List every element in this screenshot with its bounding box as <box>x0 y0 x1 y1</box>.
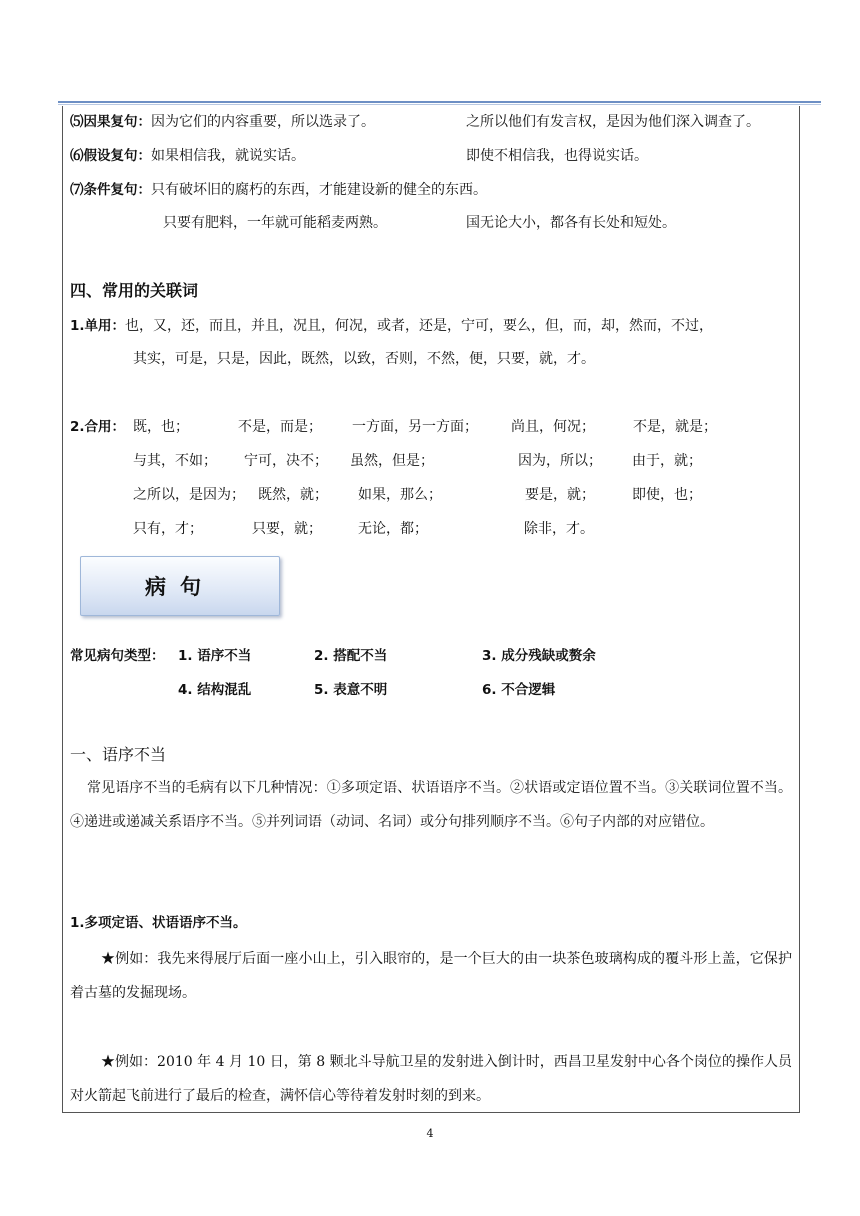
page-number: 4 <box>426 1127 434 1140</box>
paired-item: 由于，就； <box>632 453 702 469</box>
paired-item: 只有，才； <box>133 521 203 537</box>
paired-item: 因为，所以； <box>518 453 602 469</box>
type-item: 3. 成分残缺或赘余 <box>482 648 596 664</box>
hypothetical-example-2: 即使不相信我，也得说实话。 <box>466 148 648 164</box>
causal-example-1: 因为它们的内容重要，所以选录了。 <box>151 114 375 130</box>
sick-sentence-banner <box>80 556 280 616</box>
conditional-example-1: 只有破坏旧的腐朽的东西，才能建设新的健全的东西。 <box>151 182 487 198</box>
single-use-row <box>70 317 713 335</box>
banner-title: 病句 <box>145 575 215 599</box>
type-item: 4. 结构混乱 <box>178 682 252 698</box>
conjunctions-heading: 四、常用的关联词 <box>70 281 199 300</box>
paired-item: 既，也； <box>133 419 189 435</box>
paired-item: 除非，才。 <box>524 521 594 537</box>
section1-heading: 一、语序不当 <box>70 745 167 764</box>
conditional-example-3: 国无论大小，都各有长处和短处。 <box>466 215 676 231</box>
paired-item: 不是，而是； <box>238 419 322 435</box>
paired-item: 不是，就是； <box>633 419 717 435</box>
type-item: 1. 语序不当 <box>178 648 252 664</box>
single-use-label: 1.单用： <box>70 318 126 334</box>
causal-row <box>70 113 375 131</box>
paired-item: 虽然，但是； <box>350 453 434 469</box>
section1-intro: 常见语序不当的毛病有以下几种情况：①多项定语、状语语序不当。②状语或定语位置不当。③关联词位置不当。④递进或递减关系语序不当。⑤并列词语（动词、名词）或分句排列顺序不当。⑥句子内部的对应错位。 <box>70 780 792 830</box>
single-use-line-1: 也，又，还，而且，并且，况且，何况，或者，还是，宁可，要么，但，而，却，然而，不过， <box>125 318 714 334</box>
conditional-example-2: 只要有肥料，一年就可能稻麦两熟。 <box>163 215 387 231</box>
paired-item: 只要，就； <box>252 521 322 537</box>
causal-example-2: 之所以他们有发言权，是因为他们深入调查了。 <box>466 114 760 130</box>
paired-item: 既然，就； <box>258 487 328 503</box>
type-item: 2. 搭配不当 <box>314 648 388 664</box>
paired-use-label: 2.合用： <box>70 419 126 435</box>
hypothetical-row <box>70 147 305 165</box>
header-rule <box>58 101 821 103</box>
causal-label: ⑸因果复句： <box>70 114 151 130</box>
paired-item: 一方面，另一方面； <box>352 419 478 435</box>
paired-item: 之所以，是因为； <box>133 487 245 503</box>
paired-item: 即使，也； <box>632 487 702 503</box>
hypothetical-example-1: 如果相信我，就说实话。 <box>151 148 305 164</box>
paired-item: 无论，都； <box>358 521 428 537</box>
single-use-line-2: 其实，可是，只是，因此，既然，以致，否则，不然，便，只要，就，才。 <box>133 351 595 367</box>
paired-item: 要是，就； <box>525 487 595 503</box>
conditional-row <box>70 181 487 199</box>
example-2: ★例如：2010 年 4 月 10 日，第 8 颗北斗导航卫星的发射进入倒计时，西昌卫星发射中心各个岗位的操作人员对火箭起飞前进行了最后的检查，满怀信心等待着发射时刻的到来。 <box>70 1054 792 1104</box>
type-item: 6. 不合逻辑 <box>482 682 556 698</box>
hypothetical-label: ⑹假设复句： <box>70 148 151 164</box>
paired-item: 与其，不如； <box>133 453 217 469</box>
subsection1-title: 1.多项定语、状语语序不当。 <box>70 915 247 931</box>
type-item: 5. 表意不明 <box>314 682 388 698</box>
types-label: 常见病句类型： <box>70 648 165 664</box>
paired-item: 宁可，决不； <box>244 453 328 469</box>
header-rule-shadow <box>58 104 821 105</box>
conditional-label: ⑺条件复句： <box>70 182 151 198</box>
example-1: ★例如：我先来得展厅后面一座小山上，引入眼帘的，是一个巨大的由一块茶色玻璃构成的覆斗形上盖，它保护着古墓的发掘现场。 <box>70 951 792 1001</box>
paired-item: 如果，那么； <box>358 487 442 503</box>
paired-item: 尚且，何况； <box>511 419 595 435</box>
